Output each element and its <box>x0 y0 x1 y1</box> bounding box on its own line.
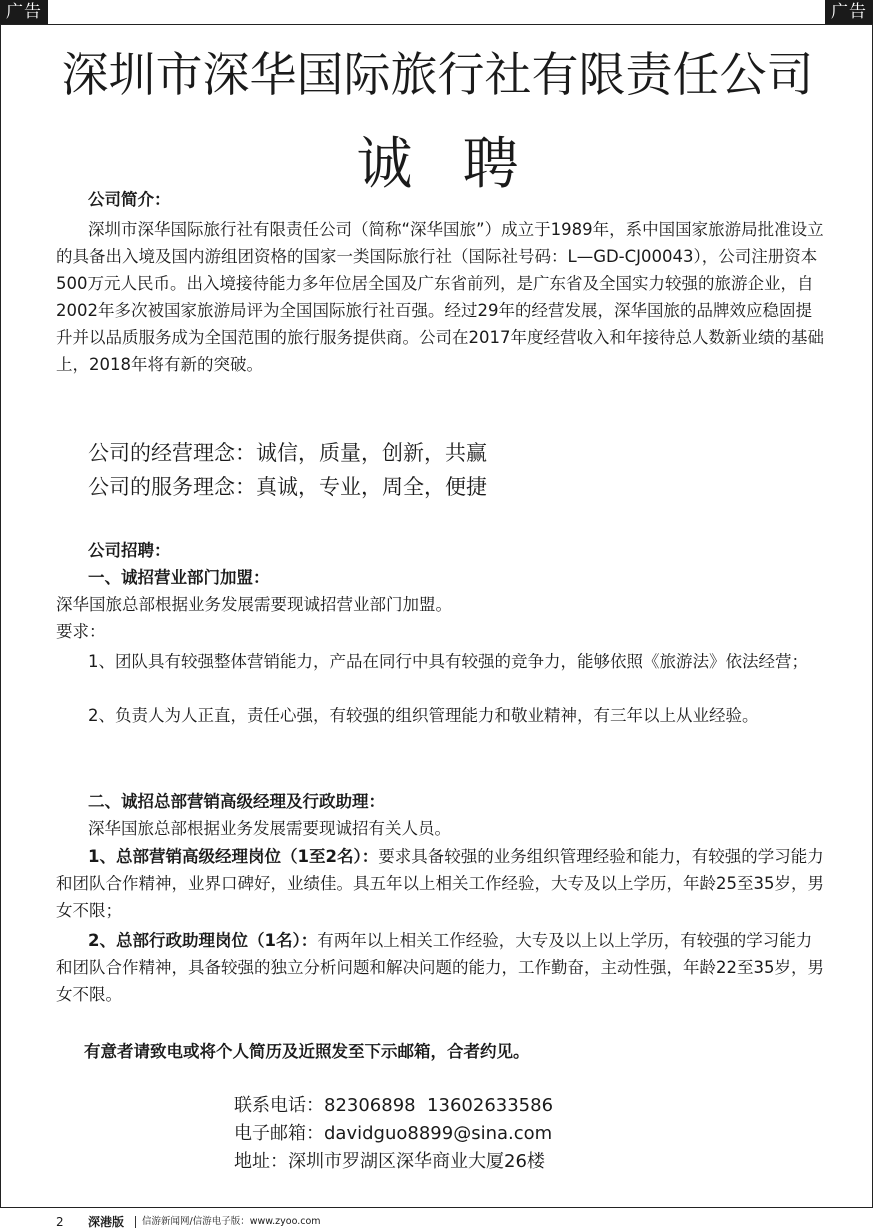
section1-title: 一、诚招营业部门加盟： <box>88 568 270 587</box>
edition-label: 深港版 <box>88 1215 125 1229</box>
intro-body: 深圳市深华国际旅行社有限责任公司（简称“深华国旅”）成立于1989年，系中国国家旅游局批准设立的具备出入境及国内游组团资格的国家一类国际旅行社（国际社号码：L—GD-CJ00043），公司注册资本500万元人民币。出入境接待能力多年位居全国及广东省前列，是广东省及全国实力较强的旅游企业，自2002年多次被国家旅游局评为全国国际旅行社百强。经过29年的经营发展，深华国旅的品牌效应稳固提升并以品质服务成为全国范围的旅行服务提供商。公司在2017年度经营收入和年接待总人数新业绩的基础上，2018年将有新的突破。 <box>56 220 824 374</box>
section2-desc: 深华国旅总部根据业务发展需要现诚招有关人员。 <box>88 819 451 838</box>
section2-title: 二、诚招总部营销高级经理及行政助理： <box>88 792 385 811</box>
company-title: 深圳市深华国际旅行社有限责任公司 <box>61 48 814 103</box>
ad-label-left: 广告 <box>0 0 48 24</box>
position1 <box>56 843 826 924</box>
position1-text: 要求具备较强的业务组织管理经验和能力，有较强的学习能力和团队合作精神，业界口碑好，业绩佳。具五年以上相关工作经验，大专及以上学历，年龄25至35岁，男女不限； <box>56 847 824 920</box>
section1-req-label: 要求： <box>56 622 106 641</box>
contact-address: 地址：深圳市罗湖区深华商业大厦26楼 <box>234 1151 545 1172</box>
section1-desc: 深华国旅总部根据业务发展需要现诚招营业部门加盟。 <box>56 595 452 614</box>
position2-text: 有两年以上相关工作经验，大专及以上以上学历，有较强的学习能力和团队合作精神，具备较强的独立分析问题和解决问题的能力，工作勤奋，主动性强，年龄22至35岁，男女不限。 <box>56 931 824 1004</box>
recruit-subtitle: 诚聘 <box>356 132 569 197</box>
contact-email: 电子邮箱：davidguo8899@sina.com <box>234 1123 553 1144</box>
intro-heading: 公司简介： <box>88 190 171 209</box>
section1-req2: 2、负责人为人正直，责任心强，有较强的组织管理能力和敬业精神，有三年以上从业经验。 <box>88 706 759 725</box>
position2-title: 2、总部行政助理岗位（1名）： <box>88 931 318 950</box>
business-motto: 公司的经营理念：诚信，质量，创新，共赢 <box>88 441 487 465</box>
ad-label-right: 广告 <box>825 0 873 24</box>
page-footer <box>0 1214 875 1230</box>
footer-site: 信游新闻网/信游电子版：www.zyoo.com <box>142 1216 321 1227</box>
recruit-heading: 公司招聘： <box>88 541 171 560</box>
section1-req1: 1、团队具有较强整体营销能力，产品在同行中具有较强的竞争力，能够依照《旅游法》依法经营； <box>88 652 808 671</box>
position2 <box>56 927 826 1008</box>
contact-phone: 联系电话：82306898 13602633586 <box>234 1095 554 1116</box>
page-number: 2 <box>56 1215 64 1229</box>
service-motto: 公司的服务理念：真诚，专业，周全，便捷 <box>88 475 487 499</box>
position1-title: 1、总部营销高级经理岗位（1至2名）： <box>88 847 379 866</box>
footer-divider <box>135 1216 136 1228</box>
closing-line: 有意者请致电或将个人简历及近照发至下示邮箱，合者约见。 <box>84 1042 530 1061</box>
